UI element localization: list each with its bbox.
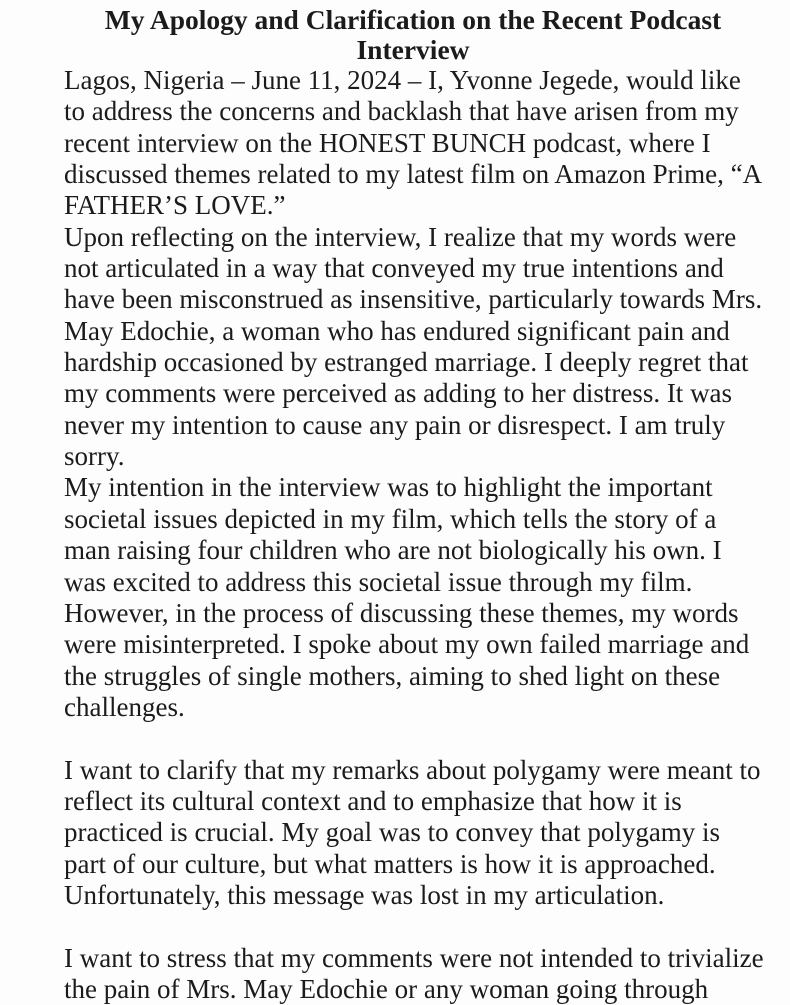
text-line: However, in the process of discussing these themes, my words bbox=[64, 597, 739, 628]
text-line: the pain of Mrs. May Edochie or any woman going through bbox=[64, 973, 709, 1004]
text-line: the struggles of single mothers, aiming to shed light on these bbox=[64, 660, 721, 691]
document-title bbox=[64, 5, 762, 65]
paragraph bbox=[64, 472, 762, 723]
text-line: FATHER’S LOVE.” bbox=[64, 190, 286, 221]
text-line: my comments were perceived as adding to her distress. It was bbox=[64, 378, 733, 409]
paragraph bbox=[64, 65, 762, 222]
text-line: I want to stress that my comments were not intended to trivialize bbox=[64, 942, 764, 973]
text-line: Unfortunately, this message was lost in my articulation. bbox=[64, 879, 665, 910]
paragraph bbox=[64, 755, 762, 912]
text-line: man raising four children who are not biologically his own. I bbox=[64, 535, 722, 566]
text-line: part of our culture, but what matters is how it is approached. bbox=[64, 848, 716, 879]
title-line: My Apology and Clarification on the Recent Podcast bbox=[104, 4, 722, 35]
title-line: Interview bbox=[356, 34, 470, 65]
text-line: never my intention to cause any pain or disrespect. I am truly bbox=[64, 409, 726, 440]
text-line: reflect its cultural context and to emphasize that how it is bbox=[64, 785, 682, 816]
text-line: have been misconstrued as insensitive, particularly towards Mrs. bbox=[64, 284, 763, 315]
text-line: were misinterpreted. I spoke about my own failed marriage and bbox=[64, 629, 750, 660]
text-line: not articulated in a way that conveyed my true intentions and bbox=[64, 253, 724, 284]
paragraph bbox=[64, 222, 762, 473]
text-line: Upon reflecting on the interview, I realize that my words were bbox=[64, 221, 737, 252]
text-line: recent interview on the HONEST BUNCH podcast, where I bbox=[64, 127, 711, 158]
text-line: societal issues depicted in my film, which tells the story of a bbox=[64, 503, 717, 534]
text-line: challenges. bbox=[64, 691, 185, 722]
text-line: was excited to address this societal issue through my film. bbox=[64, 566, 693, 597]
text-line: hardship occasioned by estranged marriage. I deeply regret that bbox=[64, 347, 749, 378]
text-line: discussed themes related to my latest film on Amazon Prime, “A bbox=[64, 159, 763, 190]
text-line: I want to clarify that my remarks about polygamy were meant to bbox=[64, 754, 761, 785]
document-body bbox=[64, 65, 762, 1005]
text-line: sorry. bbox=[64, 441, 125, 472]
text-line: Lagos, Nigeria – June 11, 2024 – I, Yvonne Jegede, would like bbox=[64, 65, 741, 95]
text-line: May Edochie, a woman who has endured significant pain and bbox=[64, 315, 730, 346]
text-line: My intention in the interview was to highlight the important bbox=[64, 472, 713, 503]
text-line: to address the concerns and backlash that have arisen from my bbox=[64, 96, 739, 127]
text-line: practiced is crucial. My goal was to convey that polygamy is bbox=[64, 817, 721, 848]
paragraph bbox=[64, 943, 762, 1005]
